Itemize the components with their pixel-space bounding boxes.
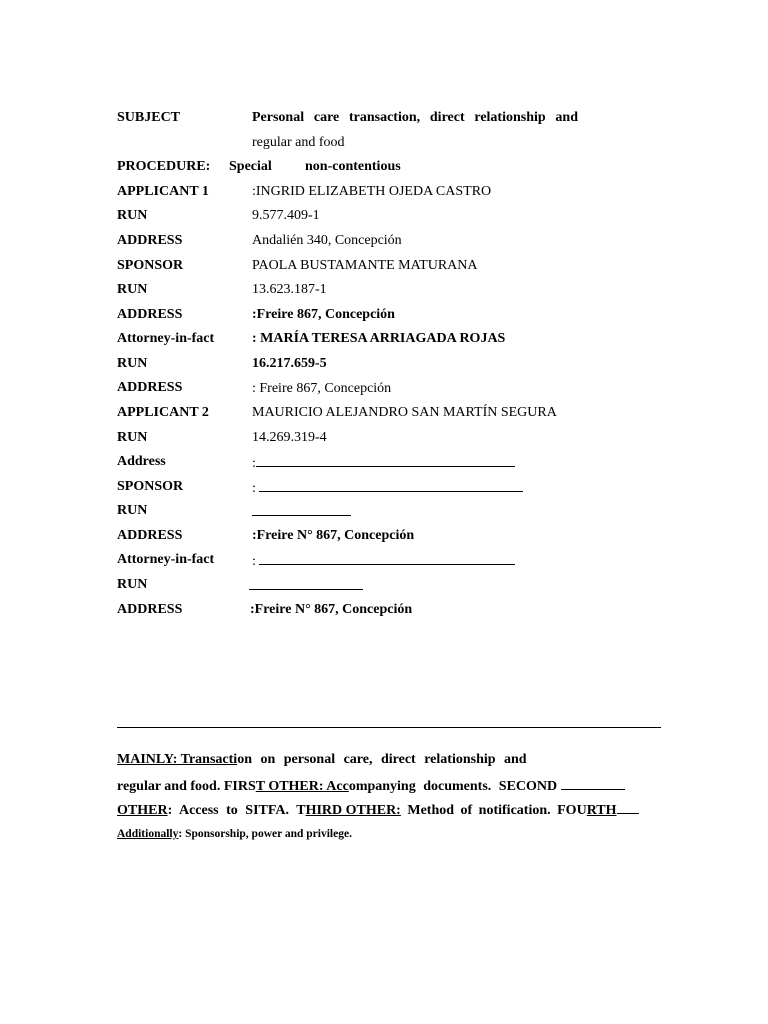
blank-line (259, 479, 523, 492)
applicant2-name: MAURICIO ALEJANDRO SAN MARTÍN SEGURA (252, 405, 557, 420)
attorney2-run-field (249, 577, 363, 595)
sponsor2-run-label: RUN (117, 503, 148, 518)
blank-line (259, 552, 515, 565)
sponsor2-address: :Freire N° 867, Concepción (252, 528, 415, 543)
sponsor1-label: SPONSOR (117, 258, 184, 273)
sponsor2-address-label: ADDRESS (117, 528, 183, 543)
attorney1-address-label: ADDRESS (117, 380, 183, 395)
summary-additionally: Additionally (117, 828, 179, 840)
applicant2-address-label: Address (117, 454, 166, 469)
sponsor1-address-label: ADDRESS (117, 307, 183, 322)
applicant1-name: :INGRID ELIZABETH OJEDA CASTRO (252, 184, 492, 199)
sponsor1-name: PAOLA BUSTAMANTE MATURANA (252, 258, 478, 273)
blank-line (561, 777, 625, 790)
procedure-value-2: non-contentious (305, 159, 401, 174)
summary-mainly-text: on on personal care, direct relationship and (237, 752, 527, 767)
applicant1-address-label: ADDRESS (117, 233, 183, 248)
attorney2-name-field (252, 552, 515, 570)
applicant2-address-prefix: : (252, 456, 256, 471)
sponsor1-run: 13.623.187-1 (252, 282, 327, 297)
sponsor2-name-field (252, 479, 523, 497)
applicant2-run: 14.269.319-4 (252, 430, 327, 445)
applicant2-address-field (252, 454, 515, 472)
applicant2-run-label: RUN (117, 430, 148, 445)
subject-label: SUBJECT (117, 110, 181, 125)
sponsor1-address: :Freire 867, Concepción (252, 307, 395, 322)
blank-line (256, 454, 515, 467)
attorney2-address: :Freire N° 867, Concepción (250, 602, 413, 617)
blank-line (252, 503, 351, 516)
procedure-label: PROCEDURE: (117, 159, 211, 174)
summary-first-prefix: regular and food. FIRS (117, 779, 256, 794)
applicant1-address: Andalién 340, Concepción (252, 233, 402, 248)
summary-mainly: MAINLY: Transacti (117, 752, 238, 767)
subject-value-line2: regular and food (252, 135, 345, 150)
summary-fourth: RTH (586, 803, 617, 818)
sponsor1-run-label: RUN (117, 282, 148, 297)
summary-additionally-text: : Sponsorship, power and privilege. (178, 828, 352, 840)
attorney2-run-label: RUN (117, 577, 148, 592)
attorney1-run-label: RUN (117, 356, 148, 371)
attorney2-address-label: ADDRESS (117, 602, 183, 617)
blank-line (617, 801, 639, 814)
summary-third-text: Method of notification. FOU (400, 803, 587, 818)
summary-third-other: HIRD OTHER: (305, 803, 401, 818)
sponsor2-run-field (252, 503, 351, 521)
applicant2-label: APPLICANT 2 (117, 405, 209, 420)
attorney1-name: : MARÍA TERESA ARRIAGADA ROJAS (252, 331, 506, 346)
attorney2-prefix: : (252, 554, 260, 569)
summary-first-other: T OTHER: Acc (255, 779, 349, 794)
subject-value-line1: Personal care transaction, direct relationship and (252, 110, 578, 125)
sponsor2-prefix: : (252, 481, 260, 496)
summary-line-1 (117, 752, 527, 768)
section-divider (117, 727, 661, 728)
summary-line-2 (117, 777, 660, 795)
summary-line-4 (117, 826, 352, 842)
attorney1-label: Attorney-in-fact (117, 331, 215, 346)
applicant1-run-label: RUN (117, 208, 148, 223)
summary-line-3 (117, 801, 639, 819)
attorney2-label: Attorney-in-fact (117, 552, 215, 567)
applicant1-label: APPLICANT 1 (117, 184, 209, 199)
summary-second-text: : Access to SITFA. T (167, 803, 306, 818)
sponsor2-label: SPONSOR (117, 479, 184, 494)
blank-line (249, 577, 363, 590)
summary-first-text: ompanying documents. SECOND (348, 779, 558, 794)
attorney1-address: : Freire 867, Concepción (252, 381, 392, 396)
summary-second-other: OTHER (117, 803, 168, 818)
procedure-value-1: Special (229, 159, 272, 174)
attorney1-run: 16.217.659-5 (252, 356, 327, 371)
applicant1-run: 9.577.409-1 (252, 208, 320, 223)
